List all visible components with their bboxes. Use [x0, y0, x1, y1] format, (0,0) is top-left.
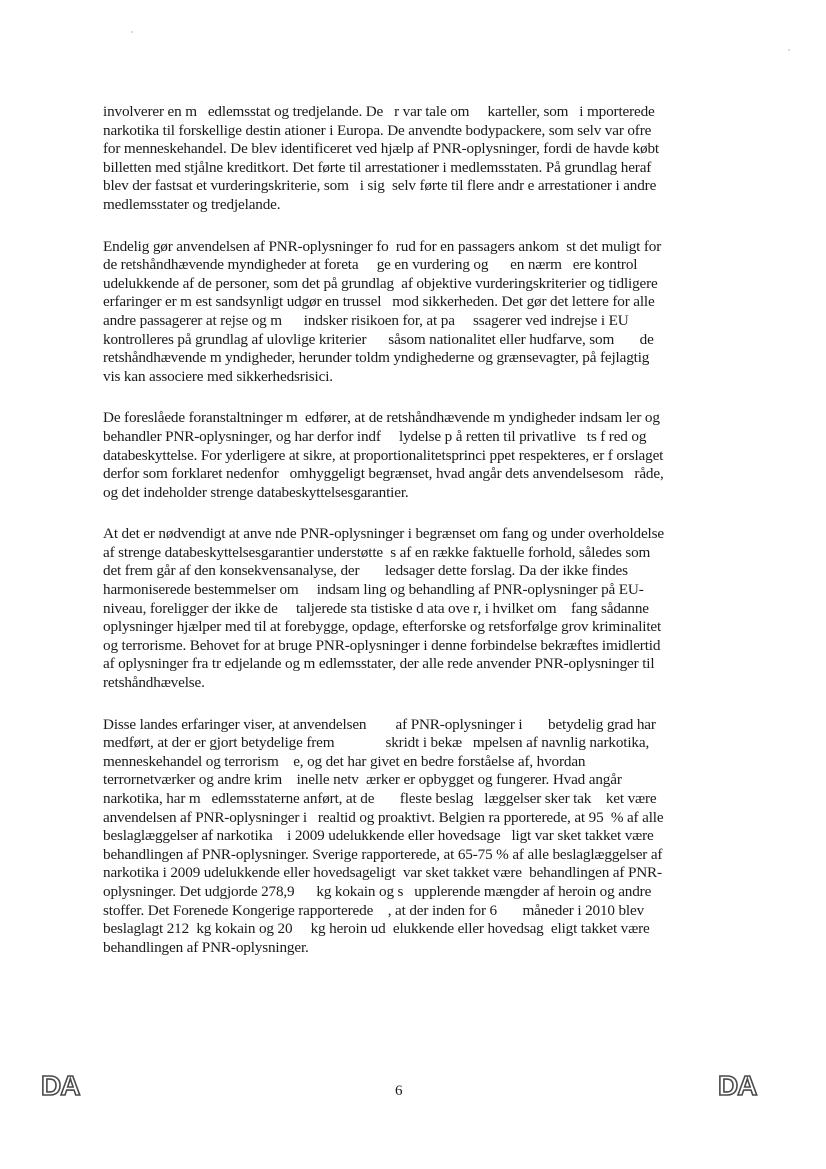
text-line: databeskyttelse. For yderligere at sikre, at proportionalitetsprinci ppet respekteres, er f orslaget [103, 446, 664, 464]
text-line: af strenge databeskyttelsesgarantier understøtte s af en række faktuelle forhold, således som [103, 543, 651, 561]
language-code-left: DA [41, 1070, 80, 1101]
text-line: retshåndhævelse. [103, 674, 205, 692]
text-line: af oplysninger fra tr edjelande og m edlemsstater, der alle rede anvender PNR-oplysninger til [103, 655, 655, 673]
text-line: andre passagerer at rejse og m indsker risikoen for, at pa ssagerer ved indrejse i EU [103, 311, 629, 329]
body-text [103, 103, 709, 980]
text-line: blev der fastsat et vurderingskriterie, som i sig selv førte til flere andr e arrestationer i andre [103, 177, 657, 195]
text-line: medført, at der er gjort betydelige frem skridt i bekæ mpelsen af navnlig narkotika, [103, 734, 650, 752]
text-line: niveau, foreligger der ikke de taljerede sta tistiske d ata ove r, i hvilket om fang sådanne [103, 599, 649, 617]
text-line: behandler PNR-oplysninger, og har derfor indf lydelse p å retten til privatlive ts f red og [103, 427, 647, 445]
text-line: kontrolleres på grundlag af ulovlige kriterier såsom nationalitet eller hudfarve, som de [103, 330, 654, 348]
text-line: narkotika i 2009 udelukkende eller hovedsageligt var sket takket være behandlingen af PNR- [103, 864, 662, 882]
text-line: involverer en m edlemsstat og tredjelande. De r var tale om karteller, som i mporterede [103, 103, 655, 120]
scan-speck [131, 31, 133, 33]
text-line: Endelig gør anvendelsen af PNR-oplysninger fo rud for en passagers ankom st det muligt for [103, 237, 662, 255]
text-line: behandlingen af PNR-oplysninger. [103, 938, 309, 956]
paragraph [103, 525, 709, 692]
scan-speck [788, 49, 790, 51]
text-line: menneskehandel og terrorism e, og det har givet en bedre forståelse af, hvordan [103, 752, 586, 770]
text-line: anvendelsen af PNR-oplysninger i realtid og proaktivt. Belgien ra pporterede, at 95 % af alle [103, 808, 664, 826]
text-line: medlemsstater og tredjelande. [103, 195, 281, 213]
text-line: oplysninger hjælper med til at forebygge, opdage, efterforske og retsforfølge grov kriminalitet [103, 618, 662, 636]
language-code-right: DA [718, 1070, 757, 1101]
text-line: At det er nødvendigt at anve nde PNR-oplysninger i begrænset om fang og under overholdelse [103, 525, 664, 543]
text-line: behandlingen af PNR-oplysninger. Sverige rapporterede, at 65-75 % af alle beslaglæggelser af [103, 845, 663, 863]
paragraph [103, 103, 709, 215]
text-line: udelukkende af de personer, som det på grundlag af objektive vurderingskriterier og tidligere [103, 274, 658, 292]
text-line: narkotika til forskellige destin ationer i Europa. De anvendte bodypackere, som selv var ofre [103, 121, 652, 139]
text-line: det frem går af den konsekvensanalyse, der ledsager dette forslag. Da der ikke findes [103, 562, 628, 580]
paragraph [103, 238, 709, 387]
text-line: beslaglæggelser af narkotika i 2009 udelukkende eller hovedsage ligt var sket takket være [103, 827, 654, 845]
text-line: for menneskehandel. De blev identificeret ved hjælp af PNR-oplysninger, fordi de havde købt [103, 140, 659, 158]
paragraph [103, 409, 709, 502]
text-line: oplysninger. Det udgjorde 278,9 kg kokain og s upplerende mængder af heroin og andre [103, 882, 652, 900]
text-line: beslaglagt 212 kg kokain og 20 kg heroin ud elukkende eller hovedsag eligt takket være [103, 920, 650, 938]
text-line: de retshåndhævende myndigheder at foreta ge en vurdering og en nærm ere kontrol [103, 256, 638, 274]
text-line: stoffer. Det Forenede Kongerige rapporterede , at der inden for 6 måneder i 2010 blev [103, 901, 645, 919]
text-line: retshåndhævende m yndigheder, herunder toldm yndighederne og grænsevagter, på fejlagtig [103, 349, 650, 367]
text-line: billetten med stjålne kreditkort. Det førte til arrestationer i medlemsstaten. På grundlag heraf [103, 158, 652, 176]
text-line: De foreslåede foranstaltninger m edfører, at de retshåndhævende m yndigheder indsam ler og [103, 409, 660, 427]
text-line: vis kan associere med sikkerhedsrisici. [103, 367, 333, 385]
text-line: erfaringer er m est sandsynligt udgør en trussel mod sikkerheden. Det gør det lettere for alle [103, 293, 655, 311]
text-line: harmoniserede bestemmelser om indsam ling og behandling af PNR-oplysninger på EU- [103, 581, 644, 599]
text-line: Disse landes erfaringer viser, at anvendelsen af PNR-oplysninger i betydelig grad har [103, 715, 656, 733]
text-line: narkotika, har m edlemsstaterne anført, at de fleste beslag læggelser sker tak ket være [103, 790, 657, 807]
page-number: 6 [395, 1083, 403, 1099]
text-line: og terrorisme. Behovet for at bruge PNR-oplysninger i denne forbindelse bekræftes imidlertid [103, 636, 661, 654]
text-line: derfor som forklaret nedenfor omhyggeligt begrænset, hvad angår dets anvendelsesom råde, [103, 465, 664, 483]
text-line: og det indeholder strenge databeskyttelsesgarantier. [103, 483, 409, 501]
text-line: terrornetværker og andre krim inelle netv ærker er opbygget og fungerer. Hvad angår [103, 771, 622, 789]
paragraph [103, 716, 709, 958]
